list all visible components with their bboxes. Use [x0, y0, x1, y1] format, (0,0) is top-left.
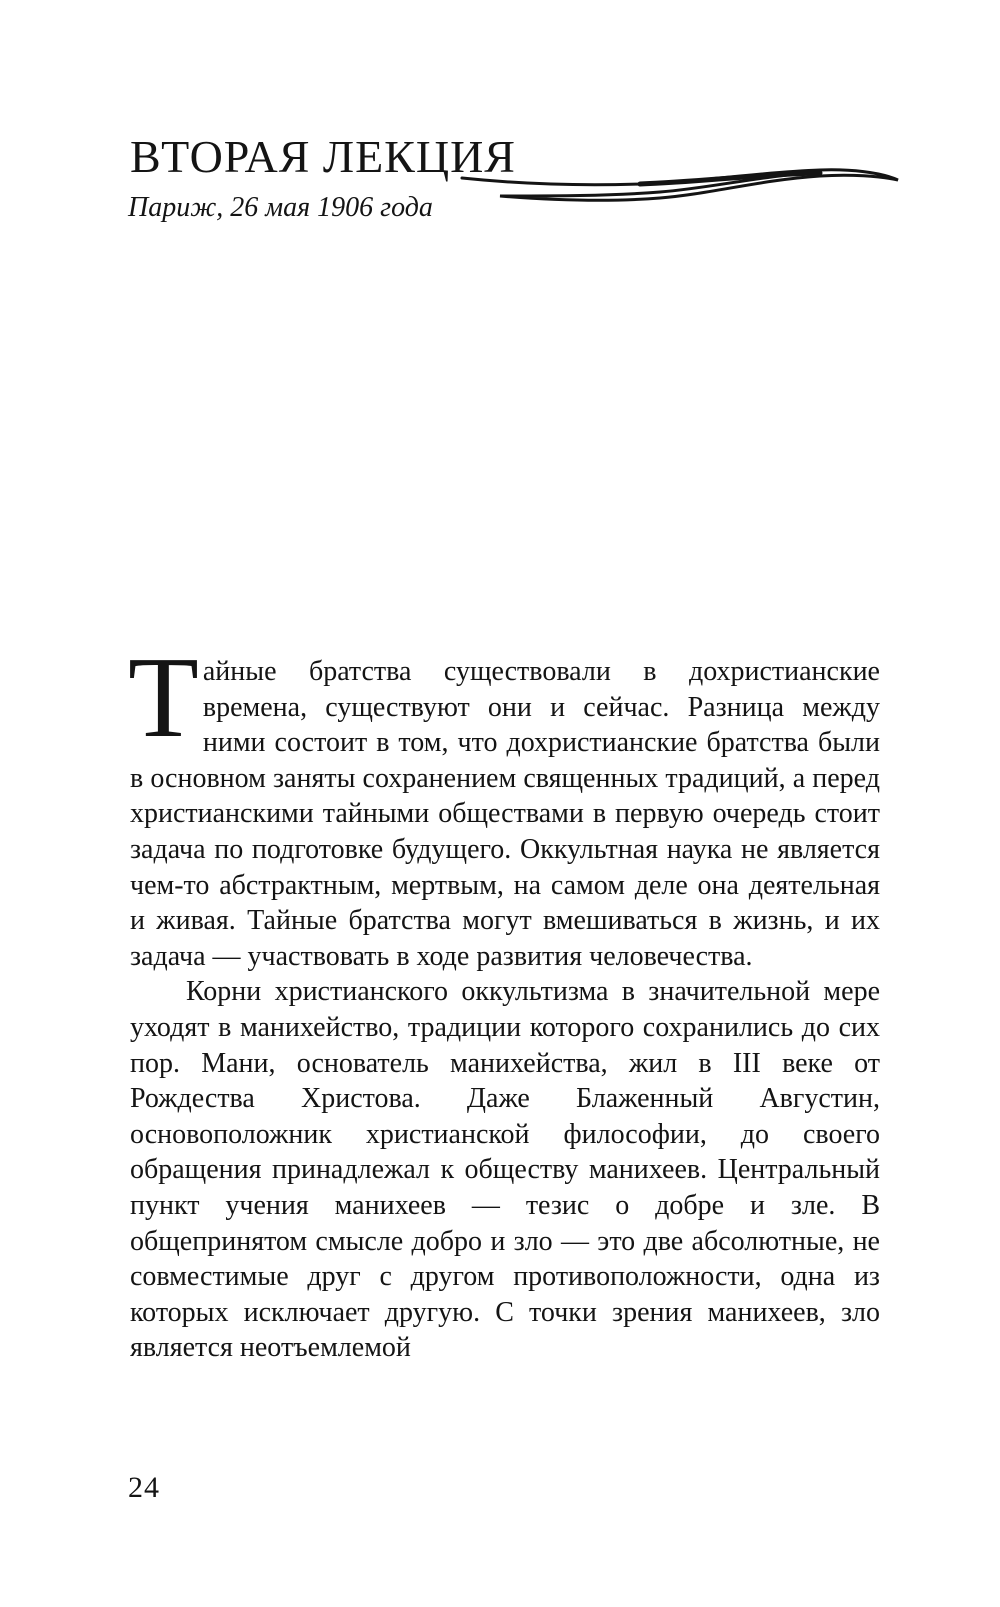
paragraph-1-text: айные братства существовали в дохристианские времена, существуют они и сейчас. Разница между ними состоит в том, что дохристианские братства были в основном заняты сохранением священных традиций, а перед христианскими тайными обществами в первую очередь стоит задача по подготовке будущего. Оккультная наука не является чем-то абстрактным, мертвым, на самом деле она деятельная и живая. Тайные братства могут вмешиваться в жизнь, и их задача — участвовать в ходе развития человечества.: [130, 656, 880, 972]
paragraph-1: [128, 634, 880, 974]
chapter-subtitle: Париж, 26 мая 1906 года: [128, 192, 433, 223]
page-number: 24: [128, 1471, 160, 1504]
body-text: [128, 634, 880, 1366]
chapter-title: ВТОРАЯ ЛЕКЦИЯ: [130, 131, 516, 182]
title-swash-ornament: [460, 160, 900, 220]
paragraph-2: Корни христианского оккультизма в значительной мере уходят в манихейство, традиции которого сохранились до сих пор. Мани, основатель манихейства, жил в III веке от Рождества Христова. Даже Блаженный Августин, основоположник христианской философии, до своего обращения принадлежал к обществу манихеев. Центральный пункт учения манихеев — тезис о добре и зле. В общепринятом смысле добро и зло — это две абсолютные, не совместимые друг с другом противоположности, одна из которых исключает другую. С точки зрения манихеев, зло является неотъемлемой: [130, 976, 880, 1364]
drop-cap: Т: [128, 634, 199, 762]
